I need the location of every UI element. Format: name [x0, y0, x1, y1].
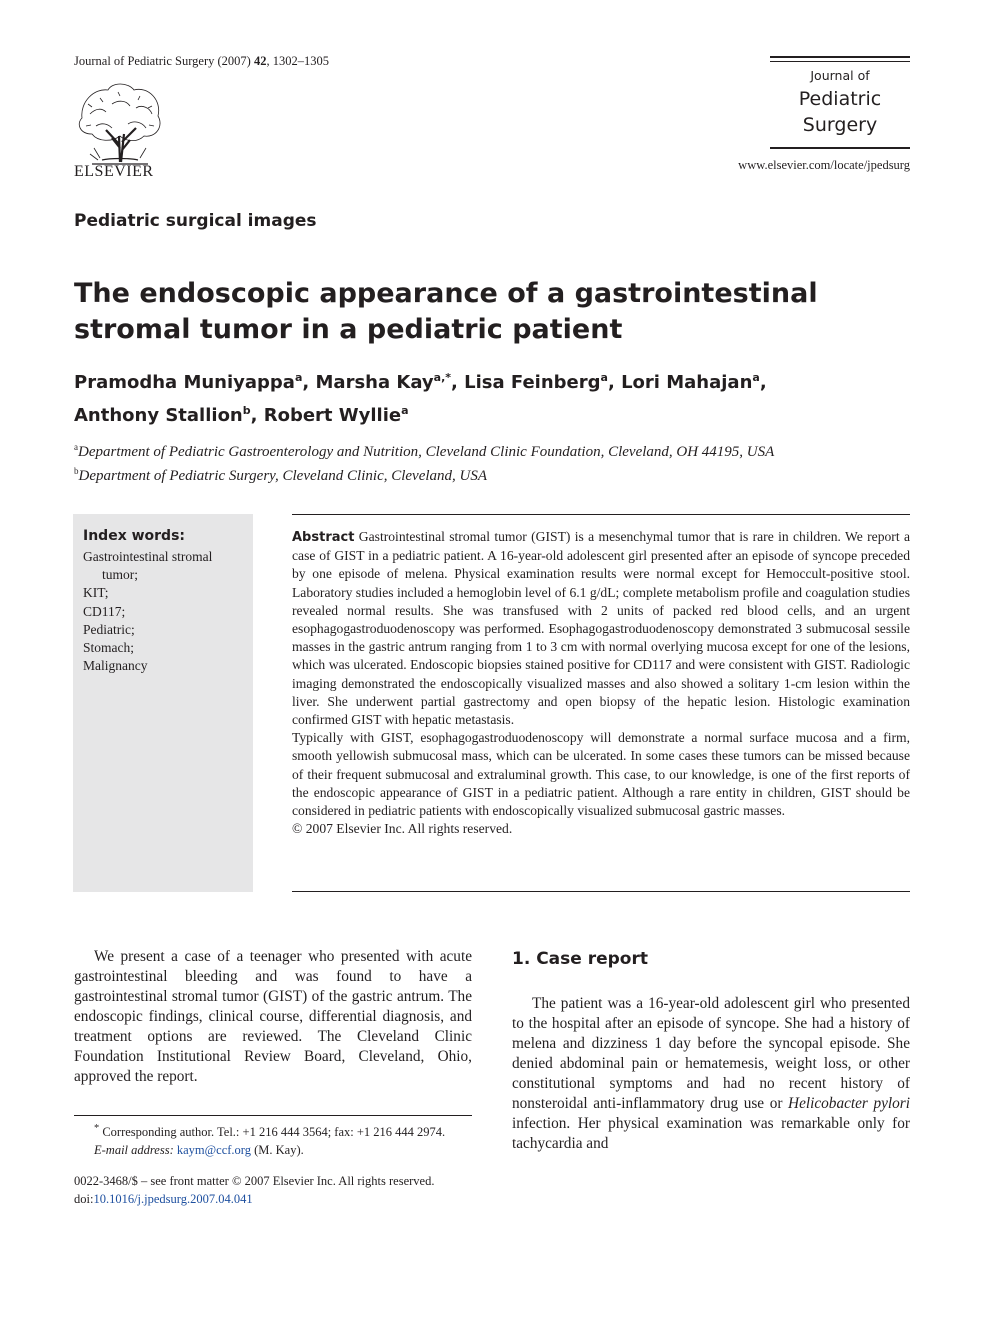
author[interactable]: Pramodha Muniyappa$^a$: [74, 371, 303, 393]
index-words-title: Index words:: [83, 528, 186, 544]
abstract-copyright: © 2007 Elsevier Inc. All rights reserved.: [292, 821, 513, 837]
index-word: KIT;: [83, 585, 109, 601]
journal-name-line2: Surgery: [802, 114, 878, 136]
index-word: Stomach;: [83, 640, 134, 656]
author[interactable]: Marsha Kay$^{a,*}$: [315, 371, 452, 393]
index-words-list: [83, 548, 248, 675]
case-report-text: [512, 994, 910, 1154]
citation-volume: 42: [253, 54, 267, 68]
footnote-rule: [74, 1115, 472, 1116]
citation-pages: 1302–1305: [272, 54, 329, 68]
affiliations: [74, 438, 914, 486]
author[interactable]: Lisa Feinberg$^a$: [464, 371, 608, 393]
abstract-rule-top: [292, 514, 910, 515]
abstract-rule-bottom: [292, 891, 910, 892]
index-word: Malignancy: [83, 658, 148, 674]
affiliation: $^a$Department of Pediatric Gastroenterology and Nutrition, Cleveland Clinic Foundation, Cleveland, OH 44195, USA: [74, 442, 775, 460]
author-list: Pramodha Muniyappa$^a$, Marsha Kay$^{a,*}$, Lisa Feinberg$^a$, Lori Mahajan$^a$, Anthony Stallion$^b$, Robert Wyllie$^a$: [74, 371, 767, 426]
citation-journal: Journal of Pediatric Surgery (2007): [74, 54, 251, 68]
section-label: Pediatric surgical images: [74, 211, 317, 231]
footnote-line: * Corresponding author. Tel.: +1 216 444 3564; fax: +1 216 444 2974.: [94, 1123, 446, 1140]
intro-text: [74, 947, 472, 1087]
journal-masthead: [770, 56, 910, 150]
masthead-rule: [770, 147, 910, 149]
article-title: The endoscopic appearance of a gastrointestinal stromal tumor in a pediatric patient: [74, 278, 818, 345]
abstract-label: Abstract: [292, 530, 355, 545]
journal-of-label: Journal of: [810, 68, 870, 83]
author[interactable]: Anthony Stallion$^b$: [74, 404, 251, 426]
masthead-rule: [770, 56, 910, 58]
index-words-box: [73, 514, 253, 892]
masthead-rule: [770, 61, 910, 62]
issn-line: 0022-3468/$ – see front matter © 2007 Elsevier Inc. All rights reserved.: [74, 1174, 435, 1188]
index-word: Pediatric;: [83, 621, 135, 637]
journal-url[interactable]: www.elsevier.com/locate/jpedsurg: [738, 158, 910, 172]
index-word: Gastrointestinal stromal tumor;: [83, 549, 213, 583]
intro-paragraph: We present a case of a teenager who presented with acute gastrointestinal bleeding and was found to have a gastrointestinal stromal tumor (GIST) of the gastric antrum. The endoscopic findings, clinical course, differential diagnosis, and treatment options are reviewed. The Cleveland Clinic Foundation Institutional Review Board, Cleveland, Ohio, approved the report.: [74, 948, 472, 1085]
footnote-line: E-mail address: kaym@ccf.org (M. Kay).: [94, 1143, 304, 1158]
front-matter: [74, 1172, 494, 1208]
doi-line: doi:10.1016/j.jpedsurg.2007.04.041: [74, 1192, 253, 1206]
corresponding-footnote: [74, 1120, 472, 1159]
case-report-paragraph: The patient was a 16-year-old adolescent girl who presented to the hospital after an episode of syncope. She had a history of melena and dizziness 1 day before the syncopal episode. She denied abdominal pain or hematemesis, weight loss, or other constitutional symptoms and had no recent history of nonsteroidal anti-inflammatory drug use or Helicobacter pylori infection. Her physical examination was remarkable only for tachycardia and: [512, 995, 911, 1152]
email-link[interactable]: kaym@ccf.org: [176, 1143, 251, 1158]
doi-link[interactable]: 10.1016/j.jpedsurg.2007.04.041: [93, 1192, 253, 1206]
abstract: [292, 528, 910, 838]
abstract-paragraph: Abstract Gastrointestinal stromal tumor (GIST) is a mesenchymal tumor that is rare in children. We report a case of GIST in a pediatric patient. A 16-year-old adolescent girl presented after an episode of syncope preceded by one episode of melena. Physical examination results were normal except for Hemoccult-positive stool. Laboratory studies included a hemoglobin level of 6.1 g/dL; complete metabolism profile and coagulation studies revealed normal results. She was transfused with 2 units of packed red blood cells, and an urgent esophagogastroduodenoscopy was performed. Esophagogastroduodenoscopy demonstrated 3 submucosal sessile masses in the gastric antrum ranging from 1 to 3 cm with normal overlying mucosa except for one of the lesions, which was ulcerated. Endoscopic biopsies stained positive for CD117 and were consistent with GIST. Radiologic imaging demonstrated the endoscopically visualized masses and also showed a solitary 1-cm lesion within the liver. She underwent partial gastrectomy and open biopsy of the hepatic lesion. Histologic examination confirmed GIST with hepatic metastasis.: [292, 529, 910, 728]
journal-citation: Journal of Pediatric Surgery (2007) 42, 1302–1305: [74, 54, 329, 68]
publisher-wordmark: ELSEVIER: [74, 163, 154, 180]
case-report-heading: 1. Case report: [512, 949, 648, 969]
abstract-paragraph: Typically with GIST, esophagogastroduodenoscopy will demonstrate a normal surface mucosa and a firm, smooth yellowish submucosal mass, which can be ulcerated. In some cases these tumors can be missed because of their frequent submucosal and extraluminal growth. This case, to our knowledge, is one of the first reports of the endoscopic appearance of GIST in a pediatric patient. Although a rare entity in children, GIST should be considered in pediatric patients with endoscopically visualized submucosal gastric masses.: [292, 730, 910, 819]
author[interactable]: Lori Mahajan$^a$: [621, 371, 760, 393]
index-word: CD117;: [83, 603, 126, 619]
author[interactable]: Robert Wyllie$^a$: [263, 404, 409, 426]
affiliation: $^b$Department of Pediatric Surgery, Cleveland Clinic, Cleveland, USA: [74, 466, 488, 484]
journal-name-line1: Pediatric: [798, 88, 882, 110]
